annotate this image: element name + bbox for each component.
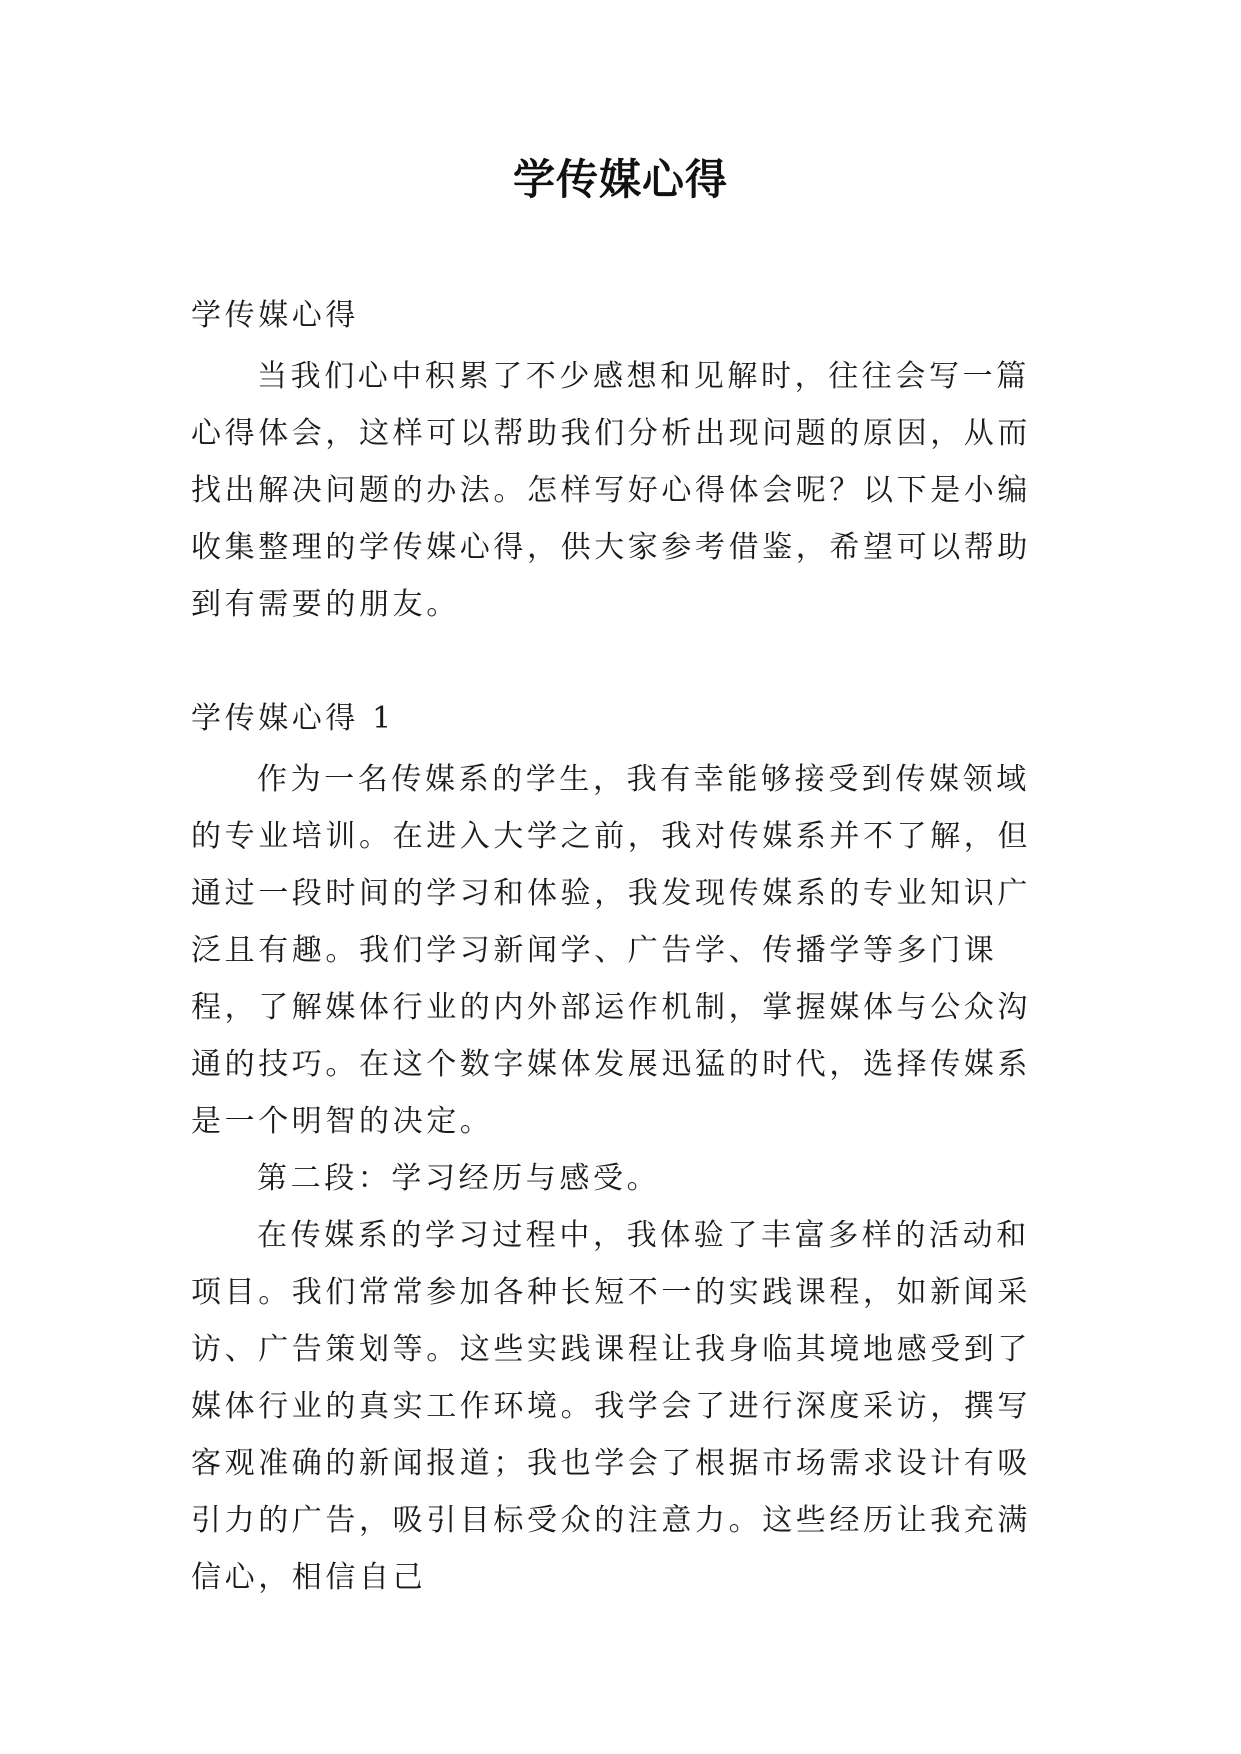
section-paragraph-2: 第二段：学习经历与感受。 bbox=[257, 1161, 661, 1196]
document-subtitle: 学传媒心得 bbox=[191, 298, 359, 333]
section-paragraph-3: 在传媒系的学习过程中，我体验了丰富多样的活动和项目。我们常常参加各种长短不一的实践课程，如新闻采访、广告策划等。这些实践课程让我身临其境地感受到了媒体行业的真实工作环境。我学会了进行深度采访，撰写客观准确的新闻报道；我也学会了根据市场需求设计有吸引力的广告，吸引目标受众的注意力。这些经历让我充满信心，相信自己 bbox=[191, 1218, 1031, 1595]
intro-paragraph: 当我们心中积累了不少感想和见解时，往往会写一篇心得体会，这样可以帮助我们分析出现问题的原因，从而找出解决问题的办法。怎样写好心得体会呢？以下是小编收集整理的学传媒心得，供大家参考借鉴，希望可以帮助到有需要的朋友。 bbox=[191, 359, 1031, 622]
document-body bbox=[191, 287, 1051, 1606]
section-paragraph-1: 作为一名传媒系的学生，我有幸能够接受到传媒领域的专业培训。在进入大学之前，我对传媒系并不了解，但通过一段时间的学习和体验，我发现传媒系的专业知识广泛且有趣。我们学习新闻学、广告学、传播学等多门课程，了解媒体行业的内外部运作机制，掌握媒体与公众沟通的技巧。在这个数字媒体发展迅猛的时代，选择传媒系是一个明智的决定。 bbox=[191, 762, 1031, 1139]
section-heading: 学传媒心得 1 bbox=[191, 701, 395, 736]
document-title: 学传媒心得 bbox=[512, 155, 728, 204]
